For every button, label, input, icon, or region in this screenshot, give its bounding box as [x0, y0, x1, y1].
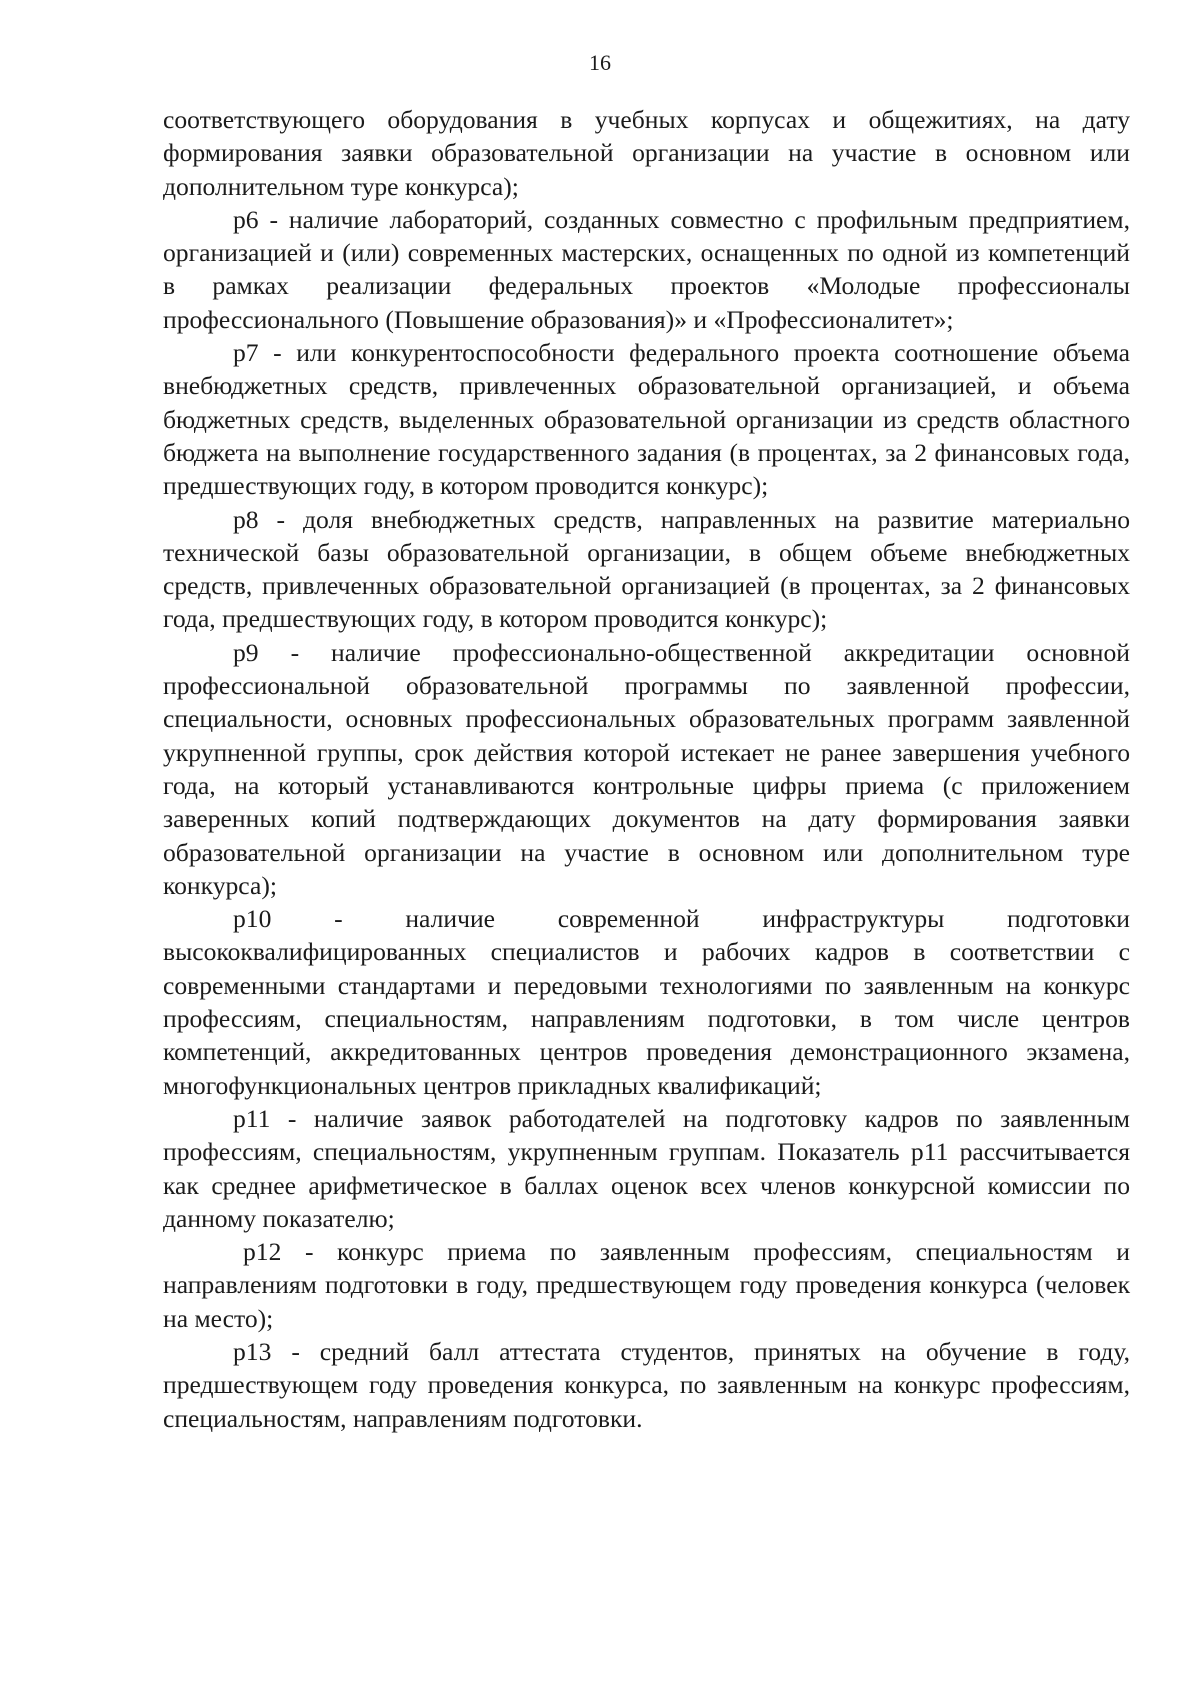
document-body [163, 103, 1130, 1435]
paragraph-p13: р13 - средний балл аттестата студентов, принятых на обучение в году, предшествующем году проведения конкурса, по заявленным на конкурс профессиям, специальностям, направлениям подготовки. [163, 1336, 1130, 1433]
paragraph-p8: р8 - доля внебюджетных средств, направленных на развитие материально технической базы образовательной организации, в общем объеме внебюджетных средств, привлеченных образовательной организацией (в процентах, за 2 финансовых года, предшествующих году, в котором проводится конкурс); [163, 504, 1130, 634]
paragraph-p11: р11 - наличие заявок работодателей на подготовку кадров по заявленным профессиям, специальностям, укрупненным группам. Показатель р11 рассчитывается как среднее арифметическое в баллах оценок всех членов конкурсной комиссии по данному показателю; [163, 1103, 1130, 1233]
paragraph-p6: р6 - наличие лабораторий, созданных совместно с профильным предприятием, организацией и (или) современных мастерских, оснащенных по одной из компетенций в рамках реализации федеральных проектов «Молодые профессионалы профессионального (Повышение образования)» и «Профессионалитет»; [163, 204, 1130, 334]
paragraph-p12: р12 - конкурс приема по заявленным профессиям, специальностям и направлениям подготовки в году, предшествующем году проведения конкурса (человек на место); [163, 1237, 1130, 1333]
paragraph-p7: р7 - или конкурентоспособности федерального проекта соотношение объема внебюджетных средств, привлеченных образовательной организацией, и объема бюджетных средств, выделенных образовательной организации из средств областного бюджета на выполнение государственного задания (в процентах, за 2 финансовых года, предшествующих году, в котором проводится конкурс); [163, 338, 1130, 501]
page-number: 16 [589, 50, 611, 75]
paragraph-p9: р9 - наличие профессионально-общественной аккредитации основной профессиональной образовательной программы по заявленной профессии, специальности, основных профессиональных образовательных программ заявленной укрупненной группы, срок действия которой истекает не ранее завершения учебного года, на который устанавливаются контрольные цифры приема (с приложением заверенных копий подтверждающих документов на дату формирования заявки образовательной организации на участие в основном или дополнительном туре конкурса); [163, 637, 1130, 900]
paragraph-p10: р10 - наличие современной инфраструктуры подготовки высококвалифицированных специалистов и рабочих кадров в соответствии с современными стандартами и передовыми технологиями по заявленным на конкурс профессиям, специальностям, направлениям подготовки, в том числе центров компетенций, аккредитованных центров проведения демонстрационного экзамена, многофункциональных центров прикладных квалификаций; [163, 904, 1130, 1100]
paragraph-continuation: соответствующего оборудования в учебных корпусах и общежитиях, на дату формирования заявки образовательной организации на участие в основном или дополнительном туре конкурса); [163, 105, 1130, 201]
